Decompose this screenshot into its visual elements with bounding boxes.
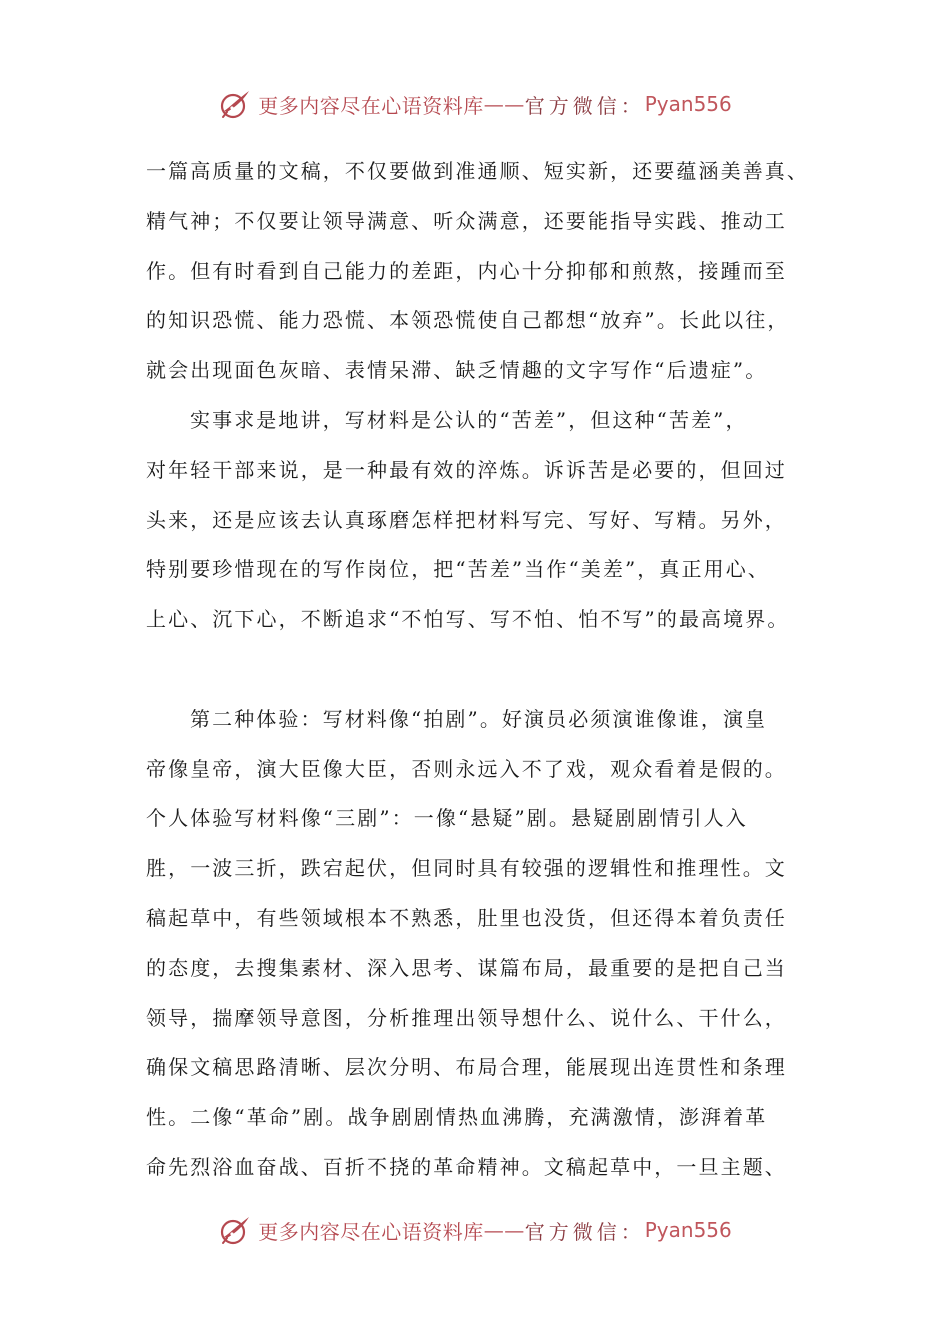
banner-dash: ——: [483, 92, 525, 116]
text-line: 领导，揣摩领导意图，分析推理出领导想什么、说什么、干什么，: [146, 1005, 787, 1030]
text-line: 命先烈浴血奋战、百折不挠的革命精神。文稿起草中，一旦主题、: [146, 1154, 787, 1179]
text-line: 稿起草中，有些领域根本不熟悉，肚里也没货，但还得本着负责任: [146, 905, 787, 930]
text-line: 确保文稿思路清晰、层次分明、布局合理，能展现出连贯性和条理: [146, 1055, 787, 1080]
banner-wechat-id: Pyan556: [644, 1218, 732, 1242]
banner-wechat-id: Pyan556: [644, 92, 732, 116]
text-line: 上心、沉下心，不断追求“不怕写、写不怕、怕不写”的最高境界。: [146, 607, 790, 632]
text-line: 对年轻干部来说，是一种最有效的淬炼。诉诉苦是必要的，但回过: [146, 457, 787, 482]
quill-pen-logo-icon: [218, 87, 252, 121]
text-line: 性。二像“革命”剧。战争剧剧情热血沸腾，充满激情，澎湃着革: [146, 1105, 768, 1130]
text-line: 胜，一波三折，跌宕起伏，但同时具有较强的逻辑性和推理性。文: [146, 856, 787, 881]
text-line: 特别要珍惜现在的写作岗位，把“苦差”当作“美差”，真正用心、: [146, 557, 770, 582]
text-line: 一篇高质量的文稿，不仅要做到准通顺、短实新，还要蕴涵美善真、: [146, 159, 809, 183]
text-line: 头来，还是应该去认真琢磨怎样把材料写完、写好、写精。另外，: [146, 507, 787, 532]
banner-wechat-label: 官方微信：: [524, 1219, 645, 1244]
text-line: 精气神；不仅要让领导满意、听众满意，还要能指导实践、推动工: [146, 208, 787, 233]
footer-banner: [0, 1210, 950, 1250]
text-line: 的态度，去搜集素材、深入思考、谋篇布局，最重要的是把自己当: [146, 955, 787, 980]
document-body: [146, 147, 826, 1193]
text-line: 的知识恐慌、能力恐慌、本领恐慌使自己都想“放弃”。长此以往，: [146, 308, 790, 333]
quill-pen-logo-icon: [218, 1213, 252, 1247]
paragraph-start-line: 第二种体验：写材料像“拍剧”。好演员必须演谁像谁，演皇: [190, 706, 768, 731]
paragraph-gap: [146, 645, 826, 695]
banner-wechat-label: 官方微信：: [524, 93, 645, 118]
banner-title: 更多内容尽在心语资料库: [258, 93, 484, 118]
banner-dash: ——: [483, 1218, 525, 1242]
banner-title: 更多内容尽在心语资料库: [258, 1219, 484, 1244]
paragraph-start-line: 实事求是地讲，写材料是公认的“苦差”，但这种“苦差”，: [190, 407, 748, 432]
text-line: 就会出现面色灰暗、表情呆滞、缺乏情趣的文字写作“后遗症”。: [146, 358, 768, 383]
text-line: 帝像皇帝，演大臣像大臣，否则永远入不了戏，观众看着是假的。: [146, 756, 787, 781]
text-line: 个人体验写材料像“三剧”：一像“悬疑”剧。悬疑剧剧情引人入: [146, 806, 748, 831]
text-line: 作。但有时看到自己能力的差距，内心十分抑郁和煎熬，接踵而至: [146, 258, 787, 283]
header-banner: [0, 84, 950, 124]
